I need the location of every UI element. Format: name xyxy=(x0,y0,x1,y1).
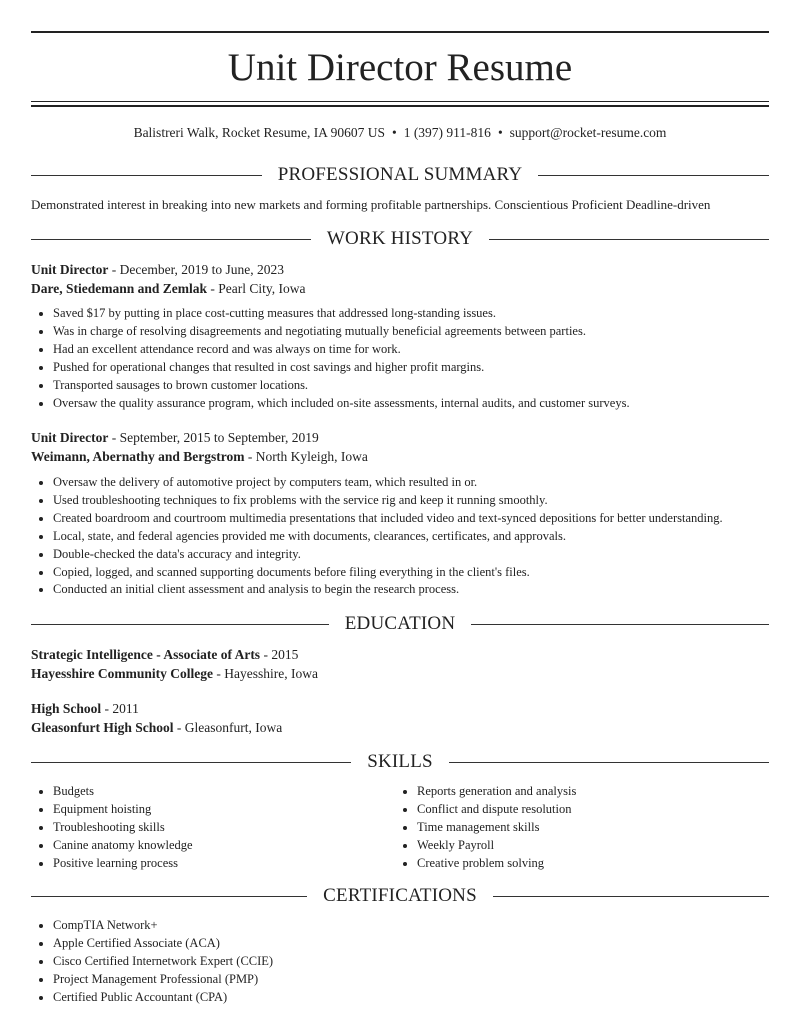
job-title-line xyxy=(31,428,319,447)
skills-list-left xyxy=(31,783,393,873)
job-company-line xyxy=(31,447,368,466)
list-item: • Was in charge of resolving disagreements and negotiating mutually beneficial agreements between parties. xyxy=(53,323,769,341)
contact-address: Balistreri Walk, Rocket Resume, IA 90607 US xyxy=(133,125,385,140)
list-item: • Certified Public Accountant (CPA) xyxy=(53,989,769,1007)
education-school: Gleasonfurt High School xyxy=(31,720,174,735)
section-title: PROFESSIONAL SUMMARY xyxy=(277,164,523,185)
education-year: - 2015 xyxy=(260,647,299,662)
bullet-separator-icon: • xyxy=(497,125,503,140)
job-company: Dare, Stiedemann and Zemlak xyxy=(31,281,208,296)
section-heading-skills xyxy=(31,750,769,774)
job-location: - North Kyleigh, Iowa xyxy=(244,449,368,464)
contact-line xyxy=(31,124,769,142)
education-location: - Hayesshire, Iowa xyxy=(213,666,318,681)
job-bullets xyxy=(31,474,769,599)
section-title: SKILLS xyxy=(367,751,433,772)
section-title: CERTIFICATIONS xyxy=(323,885,477,906)
header-double-rule-upper xyxy=(31,101,769,102)
heading-rule-right xyxy=(471,624,769,625)
heading-rule-right xyxy=(538,175,769,176)
list-item: • Created boardroom and courtroom multimedia presentations that included video and text-synced depositions for better understanding. xyxy=(53,510,769,528)
job-title: Unit Director xyxy=(31,262,109,277)
list-item: • Saved $17 by putting in place cost-cutting measures that addressed long-standing issues. xyxy=(53,305,769,323)
list-item: • Conducted an initial client assessment and analysis to begin the research process. xyxy=(53,581,769,599)
heading-rule-left xyxy=(31,624,329,625)
job-bullets xyxy=(31,305,769,412)
page-title: Unit Director Resume xyxy=(227,46,573,89)
list-item: • Double-checked the data's accuracy and integrity. xyxy=(53,546,769,564)
job-title-line xyxy=(31,260,284,279)
section-title: EDUCATION xyxy=(344,613,456,634)
summary-text: Demonstrated interest in breaking into new markets and forming profitable partnerships. Conscientious Proficient Deadline-driven xyxy=(31,197,711,212)
list-item: • Oversaw the quality assurance program, which included on-site assessments, internal audits, and customer surveys. xyxy=(53,395,769,413)
header-double-rule-lower xyxy=(31,105,769,107)
job-location: - Pearl City, Iowa xyxy=(207,281,306,296)
education-year: - 2011 xyxy=(101,701,139,716)
education-degree-line xyxy=(31,699,139,718)
contact-phone: 1 (397) 911-816 xyxy=(403,125,491,140)
education-degree: Strategic Intelligence - Associate of Arts xyxy=(31,647,261,662)
list-item: • Apple Certified Associate (ACA) xyxy=(53,935,769,953)
education-school-line xyxy=(31,718,282,737)
job-dates: - September, 2015 to September, 2019 xyxy=(108,430,319,445)
heading-rule-right xyxy=(449,762,769,763)
list-item: • CompTIA Network+ xyxy=(53,917,769,935)
list-item: • Pushed for operational changes that resulted in cost savings and higher profit margins. xyxy=(53,359,769,377)
job-company-line xyxy=(31,279,306,298)
list-item: • Local, state, and federal agencies provided me with documents, clearances, certificates, and approvals. xyxy=(53,528,769,546)
list-item: • Positive learning process xyxy=(53,855,393,873)
list-item: • Copied, logged, and scanned supporting documents before filing everything in the client's files. xyxy=(53,564,769,582)
heading-rule-left xyxy=(31,175,262,176)
list-item: • Troubleshooting skills xyxy=(53,819,393,837)
heading-rule-left xyxy=(31,896,307,897)
education-degree-line xyxy=(31,645,298,664)
list-item: • Transported sausages to brown customer locations. xyxy=(53,377,769,395)
education-school-line xyxy=(31,664,318,683)
list-item: • Creative problem solving xyxy=(417,855,777,873)
section-title: WORK HISTORY xyxy=(326,228,474,249)
list-item: • Had an excellent attendance record and was always on time for work. xyxy=(53,341,769,359)
list-item: • Time management skills xyxy=(417,819,777,837)
certifications-list xyxy=(31,917,769,1007)
job-dates: - December, 2019 to June, 2023 xyxy=(108,262,285,277)
education-location: - Gleasonfurt, Iowa xyxy=(173,720,283,735)
list-item: • Used troubleshooting techniques to fix problems with the service rig and keep it running smoothly. xyxy=(53,492,769,510)
contact-email[interactable]: support@rocket-resume.com xyxy=(509,125,667,140)
job-company: Weimann, Abernathy and Bergstrom xyxy=(31,449,245,464)
section-heading-certifications xyxy=(31,884,769,908)
heading-rule-left xyxy=(31,239,311,240)
list-item: • Reports generation and analysis xyxy=(417,783,777,801)
skills-list-right xyxy=(395,783,777,873)
list-item: • Project Management Professional (PMP) xyxy=(53,971,769,989)
list-item: • Canine anatomy knowledge xyxy=(53,837,393,855)
heading-rule-right xyxy=(489,239,769,240)
list-item: • Weekly Payroll xyxy=(417,837,777,855)
section-heading-work-history xyxy=(31,227,769,251)
section-heading-education xyxy=(31,612,769,636)
education-school: Hayesshire Community College xyxy=(31,666,213,681)
list-item: • Conflict and dispute resolution xyxy=(417,801,777,819)
list-item: • Equipment hoisting xyxy=(53,801,393,819)
list-item: • Budgets xyxy=(53,783,393,801)
heading-rule-right xyxy=(493,896,769,897)
education-degree: High School xyxy=(31,701,102,716)
section-heading-summary xyxy=(31,163,769,187)
list-item: • Oversaw the delivery of automotive project by computers team, which resulted in or. xyxy=(53,474,769,492)
job-title: Unit Director xyxy=(31,430,109,445)
bullet-separator-icon: • xyxy=(391,125,397,140)
header-top-rule xyxy=(31,31,769,33)
list-item: • Cisco Certified Internetwork Expert (CCIE) xyxy=(53,953,769,971)
heading-rule-left xyxy=(31,762,351,763)
